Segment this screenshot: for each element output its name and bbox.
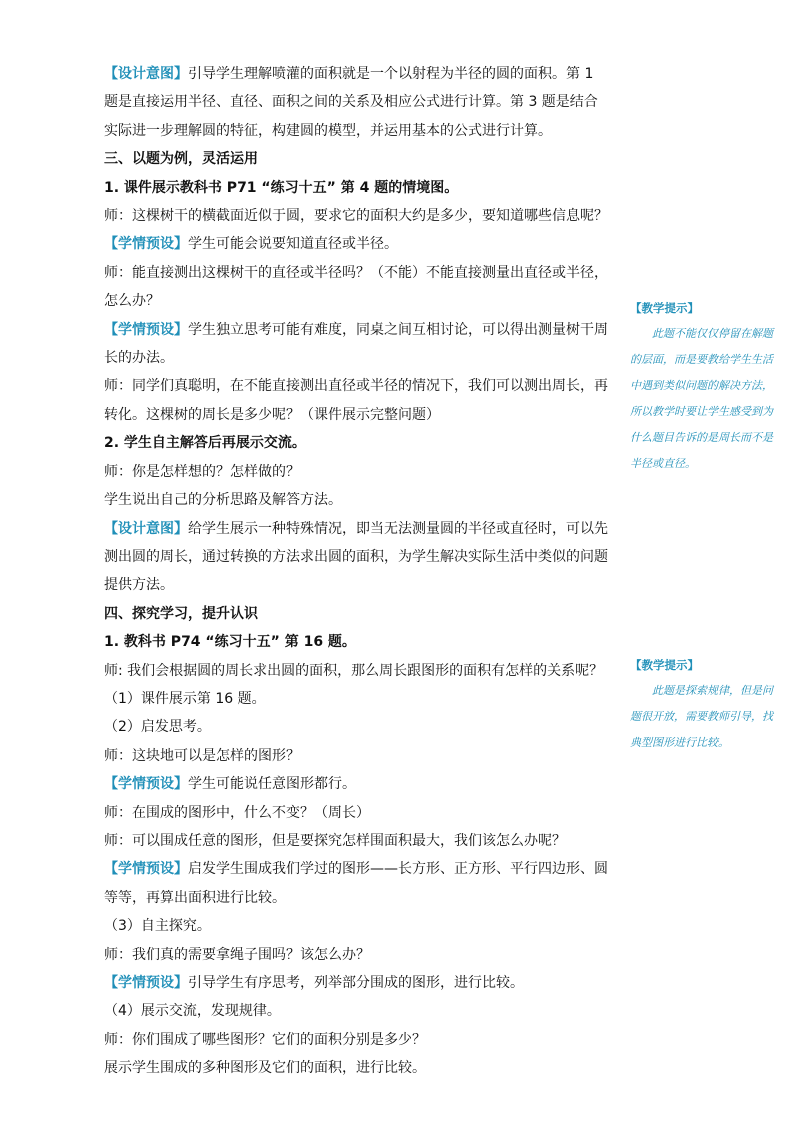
paragraph: 师：这块地可以是怎样的图形？ — [104, 747, 300, 764]
paragraph — [104, 515, 609, 600]
label-student-preview: 【学情预设】 — [104, 321, 188, 338]
paragraph-text: 学生可能会说要知道直径或半径。 — [188, 236, 398, 253]
subheading: 1. 教科书 P74 “练习十五” 第 16 题。 — [104, 634, 356, 651]
paragraph: （2）启发思考。 — [104, 719, 211, 736]
paragraph: 展示学生围成的多种图形及它们的面积，进行比较。 — [104, 1060, 426, 1077]
paragraph: （4）展示交流，发现规律。 — [104, 1003, 281, 1020]
paragraph: 师：你们围成了哪些图形？它们的面积分别是多少？ — [104, 1031, 426, 1048]
teaching-tip-body: 此题不能仅仅停留在解题的层面，而是要教给学生生活中遇到类似问题的解决方法，所以教学时要让学生感受到为什么题目告诉的是周长而不是半径或直径。 — [630, 327, 773, 470]
label-student-preview: 【学情预设】 — [104, 776, 188, 793]
paragraph: 学生说出自己的分析思路及解答方法。 — [104, 492, 342, 509]
paragraph: 师：在围成的图形中，什么不变？（周长） — [104, 804, 370, 821]
paragraph-text: 引导学生理解喷灌的面积就是一个以射程为半径的圆的面积。第 1 题是直接运用半径、直径、面积之间的关系及相应公式进行计算。第 3 题是结合实际进一步理解圆的特征，构建圆的模型，并运用基本的公式进行计算。 — [104, 66, 598, 139]
subheading: 1. 课件展示教科书 P71 “练习十五” 第 4 题的情境图。 — [104, 179, 459, 196]
section-heading-3: 三、以题为例，灵活运用 — [104, 151, 258, 168]
paragraph: （1）课件展示第 16 题。 — [104, 690, 266, 707]
teaching-tip-1 — [630, 295, 780, 477]
paragraph: 师：同学们真聪明，在不能直接测出直径或半径的情况下，我们可以测出周长，再转化。这棵树的周长是多少呢？（课件展示完整问题） — [104, 378, 608, 423]
paragraph: （3）自主探究。 — [104, 918, 211, 935]
label-student-preview: 【学情预设】 — [104, 236, 188, 253]
main-content — [104, 60, 609, 1083]
paragraph: 师：我们真的需要拿绳子围吗？该怎么办？ — [104, 946, 370, 963]
paragraph: 师：可以围成任意的图形，但是要探究怎样围面积最大，我们该怎么办呢？ — [104, 832, 566, 849]
paragraph-text: 给学生展示一种特殊情况，即当无法测量圆的半径或直径时，可以先测出圆的周长，通过转换的方法求出圆的面积，为学生解决实际生活中类似的问题提供方法。 — [104, 520, 608, 594]
paragraph-text: 启发学生围成我们学过的图形——长方形、正方形、平行四边形、圆等等，再算出面积进行比较。 — [104, 861, 608, 906]
paragraph-text: 学生独立思考可能有难度，同桌之间互相讨论，可以得出测量树干周长的办法。 — [104, 321, 608, 367]
teaching-tip-title: 【教学提示】 — [630, 658, 699, 672]
label-design-intent: 【设计意图】 — [104, 520, 188, 537]
paragraph — [104, 969, 609, 997]
teaching-tip-body: 此题是探索规律，但是问题很开放，需要教师引导，找典型图形进行比较。 — [630, 684, 773, 749]
paragraph — [104, 230, 609, 258]
label-student-preview: 【学情预设】 — [104, 861, 188, 878]
paragraph: 师: 我们会根据圆的周长求出圆的面积，那么周长跟图形的面积有怎样的关系呢？ — [104, 662, 604, 679]
section-heading-4: 四、探究学习，提升认识 — [104, 605, 258, 622]
paragraph: 师：能直接测出这棵树干的直径或半径吗？（不能）不能直接测量出直径或半径，怎么办？ — [104, 264, 608, 310]
label-design-intent: 【设计意图】 — [104, 66, 188, 82]
paragraph — [104, 316, 609, 373]
paragraph — [104, 770, 609, 798]
label-student-preview: 【学情预设】 — [104, 975, 188, 991]
paragraph — [104, 855, 609, 912]
paragraph-text: 引导学生有序思考，列举部分围成的图形，进行比较。 — [188, 975, 524, 991]
paragraph-text: 学生可能说任意图形都行。 — [188, 776, 356, 793]
paragraph-1 — [104, 60, 609, 145]
subheading: 2. 学生自主解答后再展示交流。 — [104, 435, 306, 452]
paragraph: 师：这棵树干的横截面近似于圆，要求它的面积大约是多少，要知道哪些信息呢？ — [104, 208, 608, 225]
teaching-tip-title: 【教学提示】 — [630, 301, 699, 315]
teaching-tip-2 — [630, 652, 780, 756]
paragraph: 师：你是怎样想的？怎样做的？ — [104, 463, 300, 480]
